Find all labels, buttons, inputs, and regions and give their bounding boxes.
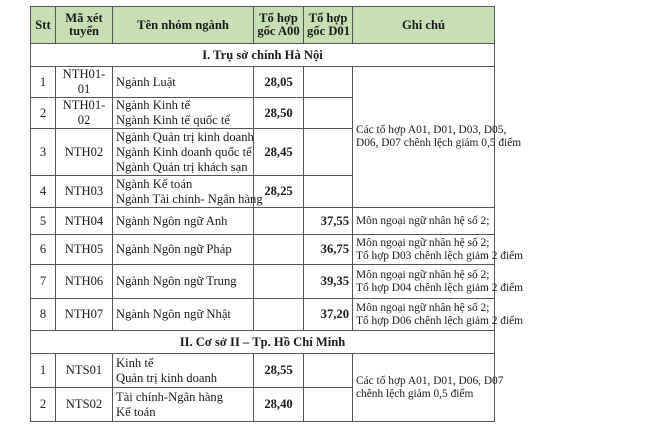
header-note: Ghi chú [353,7,495,44]
cell-code: NTH06 [56,265,113,299]
cell-code: NTH07 [56,299,113,331]
cell-name: Ngành Luật [113,67,254,98]
cell-note: Môn ngoại ngữ nhân hệ số 2; [353,208,495,235]
cell-stt: 1 [31,67,56,98]
table-row [31,354,495,388]
cell-a00: 28,05 [254,67,304,98]
cell-stt: 5 [31,208,56,235]
cell-d01: 39,35 [304,265,353,299]
cell-stt: 7 [31,265,56,299]
cell-stt: 4 [31,176,56,208]
cell-a00: 28,55 [254,354,304,388]
cell-d01 [304,354,353,388]
section-title: I. Trụ sở chính Hà Nội [31,44,495,67]
table-row [31,235,495,265]
header-code: Mã xét tuyển [56,7,113,44]
cell-d01: 36,75 [304,235,353,265]
cell-d01 [304,129,353,176]
cell-name: Ngành Ngôn ngữ Trung [113,265,254,299]
cell-name: Ngành Ngôn ngữ Nhật [113,299,254,331]
cell-d01 [304,388,353,422]
cell-note: Môn ngoại ngữ nhân hệ số 2; Tổ hợp D06 chênh lệch giảm 2 điểm [353,299,495,331]
cell-code: NTH03 [56,176,113,208]
cell-name: Kinh tế Quản trị kinh doanh [113,354,254,388]
cell-a00: 28,50 [254,98,304,129]
table-row [31,208,495,235]
cell-a00 [254,235,304,265]
cell-a00: 28,45 [254,129,304,176]
cell-d01 [304,98,353,129]
cell-a00: 28,25 [254,176,304,208]
cell-a00 [254,208,304,235]
cell-name: Ngành Ngôn ngữ Anh [113,208,254,235]
cell-stt: 6 [31,235,56,265]
section-row-hcm [31,331,495,354]
cell-d01: 37,55 [304,208,353,235]
cell-a00 [254,265,304,299]
cell-d01 [304,176,353,208]
cell-stt: 2 [31,98,56,129]
cell-name: Tài chính-Ngân hàng Kế toán [113,388,254,422]
table-header-row [31,7,495,44]
cell-code: NTS02 [56,388,113,422]
cell-name: Ngành Ngôn ngữ Pháp [113,235,254,265]
cell-name: Ngành Kế toán Ngành Tài chính- Ngân hàng [113,176,254,208]
cell-name: Ngành Quản trị kinh doanh Ngành Kinh doanh quốc tế Ngành Quản trị khách sạn [113,129,254,176]
cell-d01: 37,20 [304,299,353,331]
cell-note: Môn ngoại ngữ nhân hệ số 2; Tổ hợp D04 chênh lệch giảm 2 điểm [353,265,495,299]
cell-stt: 2 [31,388,56,422]
cell-stt: 3 [31,129,56,176]
cell-a00: 28,40 [254,388,304,422]
table-row [31,67,495,98]
header-stt: Stt [31,7,56,44]
cell-code: NTH02 [56,129,113,176]
table-row [31,265,495,299]
cell-code: NTH01-01 [56,67,113,98]
cell-note: Môn ngoại ngữ nhân hệ số 2; Tổ hợp D03 chênh lệch giảm 2 điểm [353,235,495,265]
admission-scores-table [30,6,524,422]
cell-group-note: Các tổ hợp A01, D01, D03, D05, D06, D07 chênh lệch giảm 0,5 điểm [353,67,495,208]
header-d01: Tổ hợp gốc D01 [304,7,353,44]
cell-name: Ngành Kinh tế Ngành Kinh tế quốc tế [113,98,254,129]
cell-code: NTH05 [56,235,113,265]
cell-code: NTH01-02 [56,98,113,129]
table-row [31,299,495,331]
header-name: Tên nhóm ngành [113,7,254,44]
header-a00: Tổ hợp gốc A00 [254,7,304,44]
cell-a00 [254,299,304,331]
cell-stt: 1 [31,354,56,388]
cell-group-note: Các tổ hợp A01, D01, D06, D07 chênh lệch giảm 0,5 điểm [353,354,495,422]
section-row-hanoi [31,44,495,67]
cell-d01 [304,67,353,98]
cell-code: NTH04 [56,208,113,235]
cell-code: NTS01 [56,354,113,388]
section-title: II. Cơ sở II – Tp. Hồ Chí Minh [31,331,495,354]
cell-stt: 8 [31,299,56,331]
